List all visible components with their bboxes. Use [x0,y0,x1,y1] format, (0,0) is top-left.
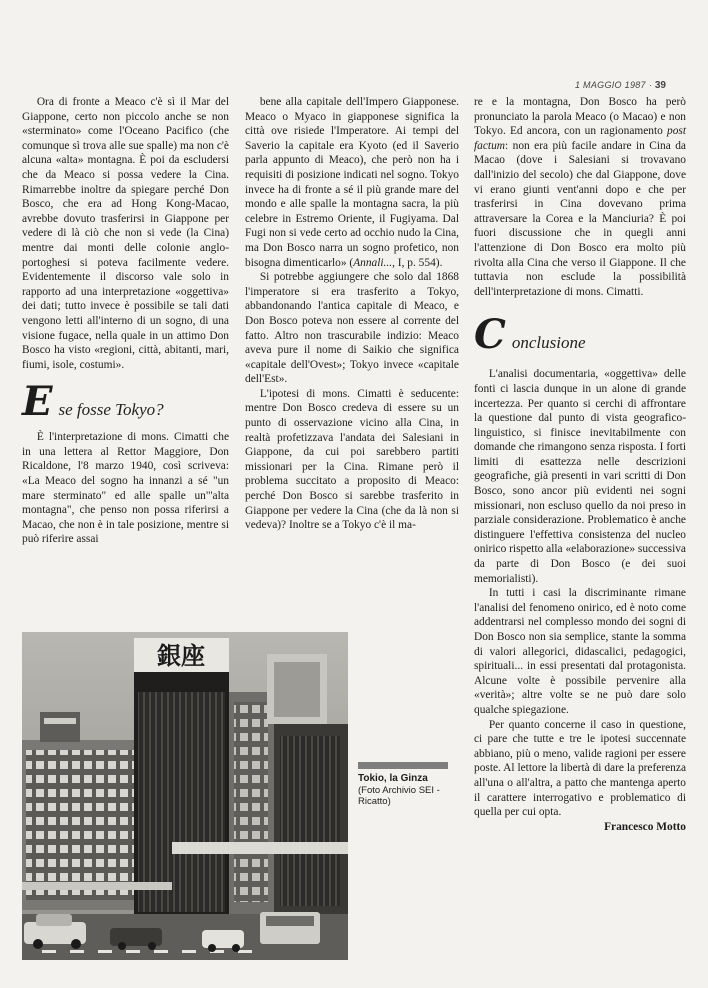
ginza-street-illustration [22,632,348,960]
text-span: , I, p. 554). [392,256,443,269]
caption-credit: (Foto Archivio SEI - Ricatto) [358,784,440,807]
text-span: re e la montagna, Don Bosco ha però pronunciato la parola Meaco (o Macao) e non Tokyo. Ed ancora, con un ragionamento [474,96,686,138]
header-separator: · [648,80,652,90]
article-column-3 [474,95,686,834]
heading-initial: E [22,378,53,426]
photo-caption [358,762,448,808]
page-header [575,80,666,91]
caption-title: Tokio, la Ginza [358,773,428,784]
paragraph: Si potrebbe aggiungere che solo dal 1868 l'imperatore si era trasferito a Tokyo, abbandonando l'antica capitale di Meaco, e Don Bosco poteva non essere al corrente del fatto. Altro non trascurabile indizio: Meaco aveva pure il nome di Saikio che significa «capitale dell'Ovest»; Tokyo invece «capitale dell'Est». [245,271,459,386]
caption-bar [358,762,448,769]
page-number: 39 [654,80,666,91]
author-signature: Francesco Motto [604,820,686,833]
paragraph: L'analisi documentaria, «oggettiva» delle fonti ci lascia dunque in un alone di grande incertezza. Per quanto si cerchi di affrontare la questione dal punto di vista geografico-linguistico, si finisce inevitabilmente con domande che rimangono senza risposta. I forti limiti di esattezza nelle descrizioni geografiche, già presenti in vari scritti di Don Bosco, sono ancor più evidenti nei sogni missionari, non escluso quello da noi preso in parziale considerazione. Problematico è anche distinguere l'effettiva consistenza del nucleo onirico rispetto alla «elaborazione» successiva da parte di Don Bosco (e dei suoi memorialisti). [474,368,686,585]
paragraph: L'ipotesi di mons. Cimatti è seducente: mentre Don Bosco credeva di essere su un punto di osservazione vicino alla Cina, in realtà profetizzava l'andata dei Salesiani in Giappone, da cui poi sarebbero partiti missionari per la Cina. Rimane però il problema succitato a proposito di Meaco: perché Don Bosco si sarebbe trasferito in Giappone per vedere la Cina (che da là non si vedeva)? Inoltre se a Tokyo c'è il ma- [245,387,459,532]
text-span: bene alla capitale dell'Impero Giapponese. Meaco o Myaco in giapponese significa la città ove risiede l'Imperatore. Ai tempi del Saverio la capitale era Kyoto (ed il Saverio parla appunto di Meaco), che però non ha i requisiti di posizione indicati nel sogno. Tokyo invece ha di fronte a sé il più grande mare del mondo e alle spalle la montagna sacra, la più celebre in Estremo Oriente, il Fugiyama. Dal Fugi non si vede certo ad occhio nudo la Cina, ma Don Bosco narra un sogno profetico, non bisogna dimenticarlo» ( [245,96,459,269]
issue-date: 1 MAGGIO 1987 [574,80,646,90]
neon-sign: 銀座 [157,642,205,670]
paragraph: In tutti i casi la discriminante rimane l'analisi del fenomeno onirico, ed è noto come addentrarsi nel complesso mondo dei sogni di Don Bosco non sia semplice, stante la somma di valori allegorici, didascalici, pedagogici, spirituali... in essi presentati dal protagonista. Alcune volte è possibile pervenire alla «verità»; altre volte se ne può dare solo qualche spiegazione. [474,587,686,716]
text-span: : non era più facile andare in Cina da Macao (dove i Salesiani si trovavano dall'inizio del secolo) che dal Giappone, dove vi erano giunti vent'anni dopo e che per trasferirsi in Cina dovevano prima attraversare la Corea e la Manciuria? È poi fuori discussione che in quegli anni l'attenzione di Don Bosco era molto più rivolta alla Cina che verso il Giappone. Il che tuttavia non esclude la possibilità dell'interpretazione di mons. Cimatti. [474,139,686,298]
heading-text: se fosse Tokyo? [58,400,164,420]
section-heading-tokyo [22,378,229,426]
section-heading-conclusione [474,311,686,359]
paragraph: È l'interpretazione di mons. Cimatti che in una lettera al Rettor Maggiore, Don Ricaldone, l'8 marzo 1940, così scriveva: «La Meaco del sogno ha innanzi a sé "un mare sterminato" ed alle spalle un"'alta montagna", che penso non possa riferirsi a Macao, che non è in tale posizione, mentre si può riferire assai [22,431,229,546]
paragraph: Per quanto concerne il caso in questione, ci pare che tutte e tre le ipotesi succennate abbiano, più o meno, valide ragioni per essere poste. Al lettore la libertà di dare la preferenza all'una o all'altra, a patto che mantenga aperto il carattere interrogativo e problematico di quella per cui opta. [474,718,686,819]
latin-phrase: post factum [474,125,686,152]
paragraph [474,95,686,299]
heading-text: onclusione [511,333,586,353]
heading-initial: C [474,311,506,359]
reference-title: Annali... [353,256,393,269]
article-column-2 [245,95,459,533]
paragraph [245,95,459,270]
paragraph: Ora di fronte a Meaco c'è sì il Mar del Giappone, certo non piccolo anche se non «sterminato» come l'Oceano Pacifico (che comunque sì trova alle sue spalle) ma non c'è alcuna «alta» montagna. È poi da escludersi che da Meaco si possa vedere la Cina. Rimarrebbe inoltre da spiegare perché Don Bosco, che era ad Hong Kong-Macao, avrebbe dovuto trasferirsi in Giappone per vedere di là ciò che non si vede (la Cina) mentre dai monti delle colonie anglo-portoghesi si poteva facilmente vedere. Evidentemente il discorso vale solo in rapporto ad una interpretazione «oggettiva» dei dati; tutto invece è possibile se tali dati vengono letti all'interno di un sogno, di una visione fugace, nella quale in un attimo Don Bosco ha visto «regioni, città, abitanti, mari, fiumi, isole, costumi». [22,96,229,371]
article-column-1 [22,95,229,547]
ginza-photo [22,632,348,960]
